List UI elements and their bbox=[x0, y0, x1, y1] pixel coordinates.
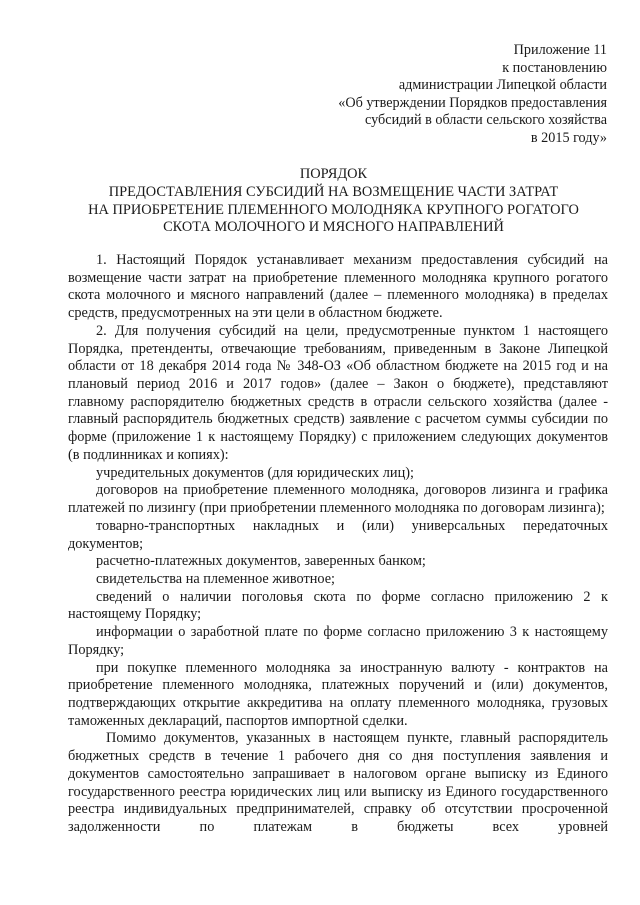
annex-line: к постановлению bbox=[502, 59, 607, 76]
list-item: сведений о наличии поголовья скота по форме согласно приложению 2 к настоящему Порядку; bbox=[68, 588, 608, 623]
list-item: учредительных документов (для юридических лиц); bbox=[96, 464, 414, 481]
annex-line: «Об утверждении Порядков предоставления bbox=[338, 94, 607, 111]
document-title bbox=[60, 166, 607, 237]
list-item: при покупке племенного молодняка за иностранную валюту - контрактов на приобретение племенного молодняка, платежных поручений и (или) документов, подтверждающих открытие аккредитива на оплату племенного молодняка, грузовых таможенных деклараций, паспортов импортной сделки. bbox=[68, 659, 608, 729]
paragraph-2: 2. Для получения субсидий на цели, предусмотренные пунктом 1 настоящего Порядка, претенденты, отвечающие требованиям, приведенным в Законе Липецкой области от 18 декабря 2014 года № 348-ОЗ «Об областном бюджете на 2015 год и на плановый период 2016 и 2017 годов» (далее – Закон о бюджете), представляют главному распорядителю бюджетных средств в отрасли сельского хозяйства (далее - главный распорядитель бюджетных средств) заявление с расчетом суммы субсидии по форме (приложение 1 к настоящему Порядку) с приложением следующих документов (в подлинниках и копиях): bbox=[68, 322, 608, 463]
document-body bbox=[68, 252, 608, 837]
title-line: ПОРЯДОК bbox=[299, 166, 368, 182]
annex-line: в 2015 году» bbox=[530, 129, 607, 146]
annex-line: администрации Липецкой области bbox=[398, 77, 607, 94]
title-line: СКОТА МОЛОЧНОГО И МЯСНОГО НАПРАВЛЕНИЙ bbox=[163, 219, 504, 236]
list-item: расчетно-платежных документов, заверенных банком; bbox=[96, 553, 426, 570]
annex-line: субсидий в области сельского хозяйства bbox=[365, 112, 607, 129]
list-item: информации о заработной плате по форме согласно приложению 3 к настоящему Порядку; bbox=[68, 624, 608, 658]
paragraph-1: 1. Настоящий Порядок устанавливает механизм предоставления субсидий на возмещение части затрат на приобретение племенного молодняка крупного рогатого скота молочного и мясного направлений (далее – племенного молодняка) в пределах средств, предусмотренных на эти цели в областном бюджете. bbox=[68, 252, 608, 322]
title-line: ПРЕДОСТАВЛЕНИЯ СУБСИДИЙ НА ВОЗМЕЩЕНИЕ ЧАСТИ ЗАТРАТ bbox=[108, 183, 559, 200]
paragraph-additional-documents: Помимо документов, указанных в настоящем пункте, главный распорядитель бюджетных средств в течение 1 рабочего дня со дня поступления заявления и документов самостоятельно запрашивает в налоговом органе выписку из Единого государственного реестра юридических лиц или выписку из Единого государственного реестра индивидуальных предпринимателей, справку об отсутствии просроченной задолженности по платежам в бюджеты всех уровней bbox=[68, 730, 608, 835]
annex-header bbox=[338, 42, 607, 148]
list-item: договоров на приобретение племенного молодняка, договоров лизинга и графика платежей по лизингу (при приобретении племенного молодняка по договорам лизинга); bbox=[68, 482, 608, 517]
list-item: товарно-транспортных накладных и (или) универсальных передаточных документов; bbox=[68, 517, 608, 552]
title-line: НА ПРИОБРЕТЕНИЕ ПЛЕМЕННОГО МОЛОДНЯКА КРУПНОГО РОГАТОГО bbox=[88, 201, 579, 218]
list-item: свидетельства на племенное животное; bbox=[96, 570, 336, 587]
annex-line: Приложение 11 bbox=[513, 42, 607, 58]
